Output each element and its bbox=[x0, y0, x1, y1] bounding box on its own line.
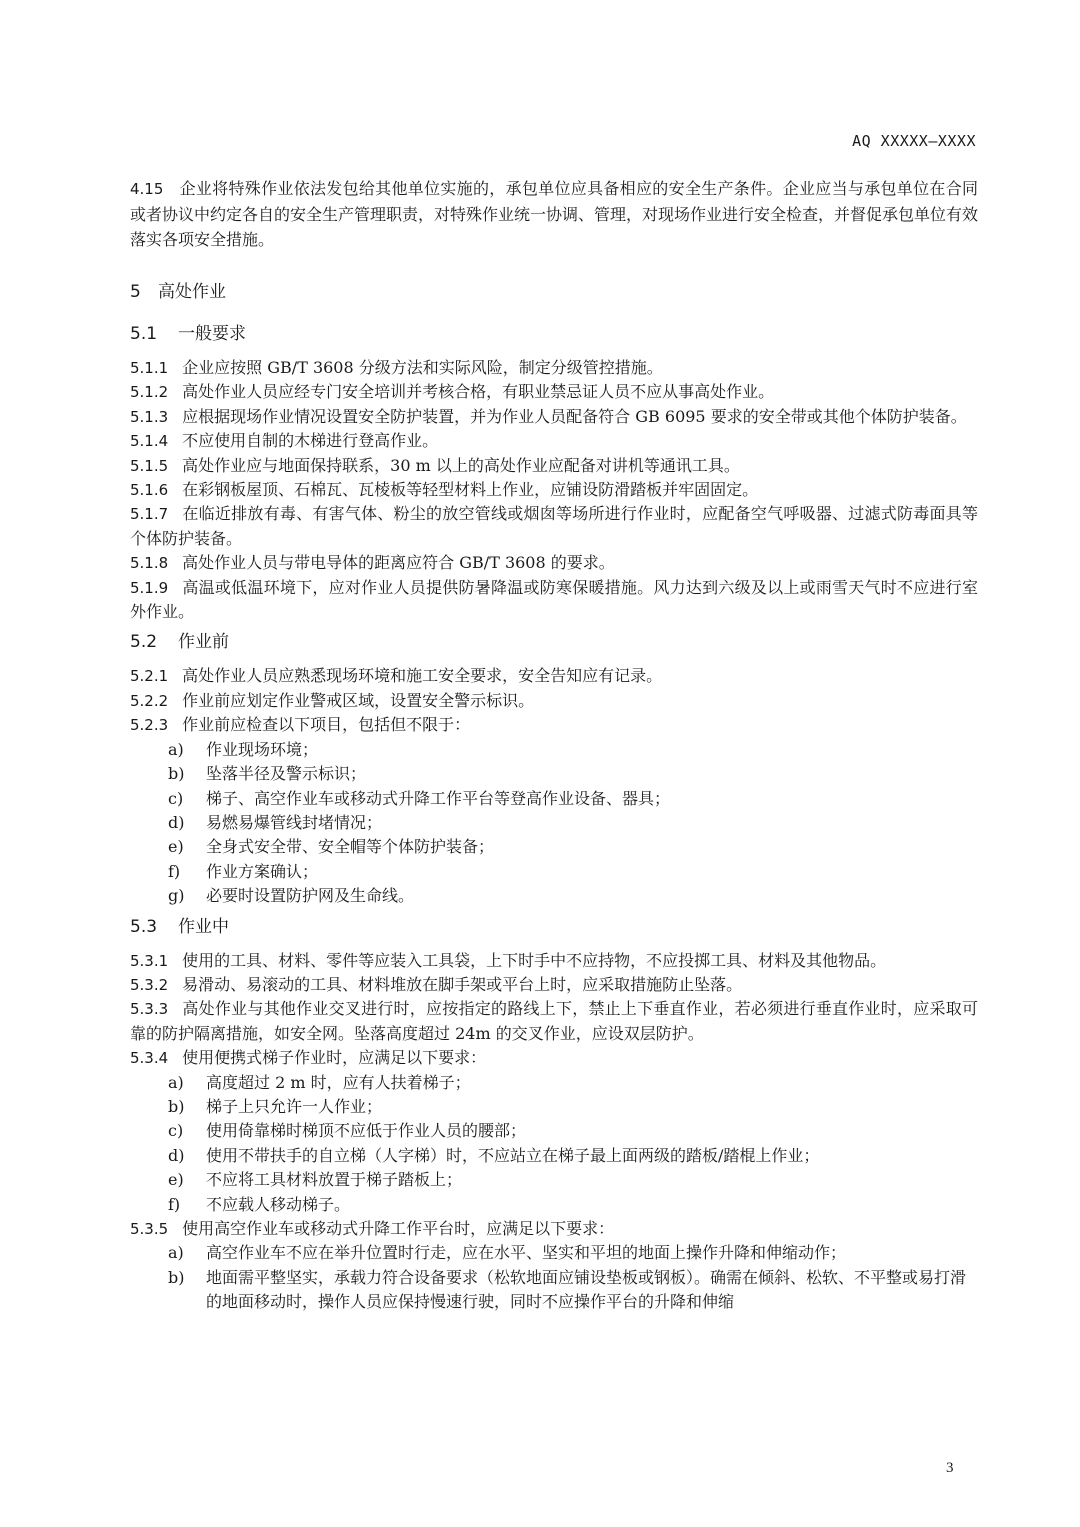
clause-text: 应根据现场作业情况设置安全防护装置，并为作业人员配备符合 GB 6095 要求的安全带或其他个体防护装备。 bbox=[182, 406, 967, 426]
list-item-text: 作业现场环境； bbox=[206, 739, 319, 759]
list-item bbox=[130, 1168, 978, 1192]
clause-5-3-4 bbox=[130, 1046, 978, 1070]
list-item bbox=[130, 738, 978, 762]
list-item-label: a) bbox=[168, 1072, 184, 1092]
clause-5-1-6 bbox=[130, 478, 978, 502]
clause-5-1-8 bbox=[130, 551, 978, 575]
clause-5-1-1 bbox=[130, 356, 978, 380]
clause-text: 不应使用自制的木梯进行登高作业。 bbox=[182, 431, 439, 451]
clause-text: 高处作业人员应经专门安全培训并考核合格，有职业禁忌证人员不应从事高处作业。 bbox=[182, 382, 775, 402]
subsection-title: 作业中 bbox=[178, 916, 229, 937]
clause-5-1-7 bbox=[130, 502, 978, 551]
list-item bbox=[130, 811, 978, 835]
clause-text: 使用高空作业车或移动式升降工作平台时，应满足以下要求： bbox=[182, 1219, 615, 1238]
list-item-label: b) bbox=[168, 764, 185, 784]
clause-number: 5.3.3 bbox=[130, 1000, 169, 1019]
clause-text: 高处作业人员与带电导体的距离应符合 GB/T 3608 的要求。 bbox=[182, 553, 615, 573]
section-number: 5 bbox=[130, 282, 141, 302]
list-item bbox=[130, 1071, 978, 1095]
clause-5-2-2 bbox=[130, 689, 978, 713]
subsection-number: 5.3 bbox=[130, 916, 158, 937]
clause-number: 4.15 bbox=[130, 180, 164, 198]
clause-number: 5.1.5 bbox=[130, 456, 169, 475]
clause-number: 5.2.2 bbox=[130, 691, 169, 710]
list-item-label: b) bbox=[168, 1096, 185, 1116]
list-item bbox=[130, 1095, 978, 1119]
list-item bbox=[130, 762, 978, 786]
document-body bbox=[130, 176, 978, 1315]
list-item-label: a) bbox=[168, 1243, 184, 1263]
subsection-number: 5.2 bbox=[130, 632, 158, 653]
clause-5-3-2 bbox=[130, 973, 978, 997]
list-item-text: 必要时设置防护网及生命线。 bbox=[206, 886, 415, 906]
clause-text: 作业前应划定作业警戒区域，设置安全警示标识。 bbox=[182, 690, 535, 710]
list-item-text: 梯子上只允许一人作业； bbox=[206, 1096, 383, 1116]
clause-number: 5.1.6 bbox=[130, 481, 169, 500]
clause-text: 企业应按照 GB/T 3608 分级方法和实际风险，制定分级管控措施。 bbox=[182, 358, 663, 377]
section-heading-5 bbox=[130, 278, 978, 306]
list-item-text: 不应载人移动梯子。 bbox=[206, 1194, 351, 1214]
clause-number: 5.3.4 bbox=[130, 1049, 169, 1068]
clause-5-1-2 bbox=[130, 380, 978, 404]
list-item-text: 使用不带扶手的自立梯（人字梯）时，不应站立在梯子最上面两级的踏板/踏棍上作业； bbox=[206, 1145, 820, 1165]
list-item-text: 地面需平整坚实，承载力符合设备要求（松软地面应铺设垫板或钢板）。确需在倾斜、松软、不平整或易打滑的地面移动时，操作人员应保持慢速行驶，同时不应操作平台的升降和伸缩 bbox=[206, 1267, 967, 1312]
list-item bbox=[130, 884, 978, 908]
list-item bbox=[130, 1144, 978, 1168]
clause-number: 5.1.1 bbox=[130, 359, 169, 377]
clause-text: 高温或低温环境下，应对作业人员提供防暑降温或防寒保暖措施。风力达到六级及以上或雨雪天气时不应进行室外作业。 bbox=[130, 577, 978, 622]
clause-text: 企业将特殊作业依法发包给其他单位实施的，承包单位应具备相应的安全生产条件。企业应当与承包单位在合同或者协议中约定各自的安全生产管理职责，对特殊作业统一协调、管理，对现场作业进行安全检查，并督促承包单位有效落实各项安全措施。 bbox=[130, 179, 979, 249]
list-item-text: 使用倚靠梯时梯顶不应低于作业人员的腰部； bbox=[206, 1121, 527, 1141]
clause-5-1-9 bbox=[130, 576, 978, 625]
list-item-label: f) bbox=[168, 861, 181, 881]
clause-number: 5.1.8 bbox=[130, 554, 169, 573]
list-item-label: a) bbox=[168, 739, 184, 759]
list-item-text: 作业方案确认； bbox=[206, 861, 319, 881]
list-item-text: 梯子、高空作业车或移动式升降工作平台等登高作业设备、器具； bbox=[206, 788, 671, 808]
list-item-label: d) bbox=[168, 812, 185, 832]
list-item-text: 易燃易爆管线封堵情况； bbox=[206, 812, 383, 832]
list-item-text: 坠落半径及警示标识； bbox=[206, 764, 367, 784]
clause-text: 使用便携式梯子作业时，应满足以下要求： bbox=[182, 1048, 487, 1068]
list-item-label: f) bbox=[168, 1194, 181, 1214]
clause-text: 易滑动、易滚动的工具、材料堆放在脚手架或平台上时，应采取措施防止坠落。 bbox=[182, 974, 743, 994]
clause-number: 5.2.3 bbox=[130, 716, 169, 735]
clause-number: 5.3.2 bbox=[130, 975, 169, 994]
clause-number: 5.3.1 bbox=[130, 951, 169, 970]
list-item-label: c) bbox=[168, 788, 184, 808]
subsection-title: 作业前 bbox=[178, 632, 229, 653]
clause-number: 5.1.9 bbox=[130, 578, 169, 597]
list-item bbox=[130, 835, 978, 859]
list-item-text: 全身式安全带、安全帽等个体防护装备； bbox=[206, 837, 495, 857]
clause-text: 高处作业与其他作业交叉进行时，应按指定的路线上下，禁止上下垂直作业，若必须进行垂直作业时，应采取可靠的防护隔离措施，如安全网。坠落高度超过 24m 的交叉作业，应设双层防护。 bbox=[130, 999, 978, 1043]
clause-number: 5.1.3 bbox=[130, 407, 169, 426]
clause-5-1-4 bbox=[130, 429, 978, 453]
clause-number: 5.2.1 bbox=[130, 667, 169, 686]
clause-number: 5.1.4 bbox=[130, 432, 169, 451]
subsection-number: 5.1 bbox=[130, 324, 158, 344]
clause-5-2-1 bbox=[130, 664, 978, 688]
list-item-label: e) bbox=[168, 837, 184, 857]
clause-number: 5.1.7 bbox=[130, 505, 169, 524]
list-item bbox=[130, 787, 978, 811]
subsection-title: 一般要求 bbox=[178, 324, 246, 344]
subsection-heading-5-1 bbox=[130, 320, 978, 348]
clause-5-3-1 bbox=[130, 949, 978, 973]
list-item-label: c) bbox=[168, 1121, 184, 1141]
clause-5-1-5 bbox=[130, 454, 978, 478]
list-item bbox=[130, 1119, 978, 1143]
clause-number: 5.1.2 bbox=[130, 383, 169, 402]
clause-5-1-3 bbox=[130, 405, 978, 429]
subsection-heading-5-3 bbox=[130, 913, 978, 941]
document-code: AQ XXXXX—XXXX bbox=[852, 132, 976, 150]
clause-5-2-3 bbox=[130, 713, 978, 737]
section-title: 高处作业 bbox=[158, 282, 226, 302]
clause-5-3-5 bbox=[130, 1217, 978, 1241]
clause-text: 高处作业人员应熟悉现场环境和施工安全要求，安全告知应有记录。 bbox=[182, 666, 663, 686]
list-item-text: 高度超过 2 m 时，应有人扶着梯子； bbox=[206, 1072, 471, 1092]
clause-4-15 bbox=[130, 176, 978, 252]
list-item bbox=[130, 1241, 978, 1265]
list-item bbox=[130, 860, 978, 884]
clause-text: 在彩钢板屋顶、石棉瓦、瓦棱板等轻型材料上作业，应铺设防滑踏板并牢固固定。 bbox=[182, 480, 759, 500]
clause-text: 高处作业应与地面保持联系，30 m 以上的高处作业应配备对讲机等通讯工具。 bbox=[182, 455, 740, 475]
list-item-label: b) bbox=[168, 1267, 185, 1287]
list-item bbox=[130, 1266, 978, 1315]
list-item-label: d) bbox=[168, 1145, 185, 1165]
subsection-heading-5-2 bbox=[130, 628, 978, 656]
clause-text: 使用的工具、材料、零件等应装入工具袋，上下时手中不应持物，不应投掷工具、材料及其他物品。 bbox=[182, 950, 887, 970]
list-item bbox=[130, 1193, 978, 1217]
clause-text: 在临近排放有毒、有害气体、粉尘的放空管线或烟囱等场所进行作业时，应配备空气呼吸器、过滤式防毒面具等个体防护装备。 bbox=[130, 504, 978, 548]
clause-text: 作业前应检查以下项目，包括但不限于： bbox=[182, 715, 471, 735]
page-number: 3 bbox=[946, 1460, 954, 1476]
list-item-text: 不应将工具材料放置于梯子踏板上； bbox=[206, 1170, 463, 1190]
list-item-label: g) bbox=[168, 886, 185, 906]
clause-number: 5.3.5 bbox=[130, 1220, 169, 1238]
list-item-text: 高空作业车不应在举升位置时行走，应在水平、坚实和平坦的地面上操作升降和伸缩动作； bbox=[206, 1243, 847, 1263]
clause-5-3-3 bbox=[130, 997, 978, 1046]
list-item-label: e) bbox=[168, 1170, 184, 1190]
